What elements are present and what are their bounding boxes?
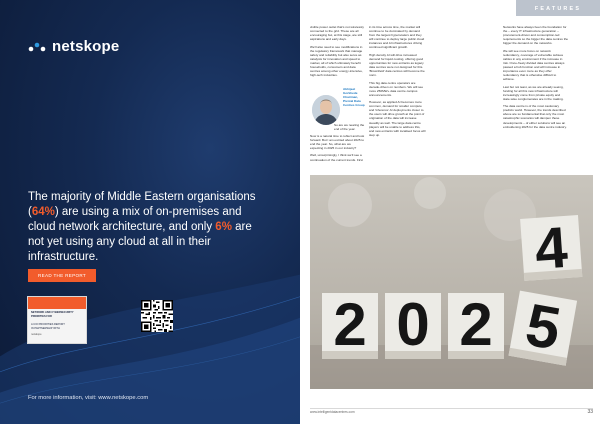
svg-text:4: 4 bbox=[532, 214, 570, 282]
footer-rule bbox=[310, 408, 593, 409]
wooden-block-2b bbox=[448, 291, 504, 359]
wooden-block-2 bbox=[322, 291, 378, 359]
wooden-block-4 bbox=[520, 214, 582, 283]
read-report-button[interactable]: READ THE REPORT bbox=[28, 269, 96, 282]
author-profile bbox=[310, 87, 370, 131]
year-2025-photo bbox=[310, 175, 593, 389]
author-photo bbox=[312, 95, 340, 125]
article-column-2: in its time across time, the market will continue to be dominated by demand from the largest hyperscalers and they will continue to deploy large public cloud instances and AI infrastructures driving continued significant growth. High density AI will drive increased demand for liquid cooling, offering good opportunities for new entrants as legacy data centres were not designed for this. 'Brownfield' data centres will become the norm. This big data centre operators are decade-driven on numbers. We will see more 250MW+ data centre campus announcements. However, as applied AI becomes more common, demand for smaller compute and 'inference' AI deployments closer to the users will drive growth at the point of origination of the data will increase steadily as well. The large data centre players will be unable to address this, and new entrants with localised focus will step up. bbox=[369, 25, 426, 137]
wooden-block-0 bbox=[385, 291, 441, 359]
article-column-3: Networks have always been the foundation for the – every IT infrastructure generation – procurement-driven and consumption-led requirements so the bigger the data centres the bigger the demand on the networks. We will see more focus on network redundancy, coverage of vulnerable subsea cables in any environment if the increase in risk. Once-freely divided data centres always passed a hub function and will increase in importance even more as they offer redundancy that is otherwise difficult to achieve. Last but not least, as we are already seeing, funding for all this new infrastructure will increasingly come from private equity and state-wise conglomerates are in the making. The data centre is of the most cautionary predicts world. However, the trends described above are so fundamental that only the most catastrophic scenarios will dampen these developments – of either solutions will see an emboldening 2025 for the data centre industry. bbox=[503, 25, 569, 129]
ad-headline: The majority of Middle Eastern organisations (64%) are using a mix of on-premises and cloud network architecture, and only 6% are not yet using any cloud at all in their infrastructure. bbox=[28, 191, 256, 263]
svg-text:5: 5 bbox=[520, 290, 566, 363]
person-icon bbox=[312, 95, 340, 125]
more-info-link[interactable]: For more information, visit: www.netskope.com bbox=[28, 395, 149, 401]
wooden-block-5 bbox=[509, 289, 578, 366]
svg-text:0: 0 bbox=[396, 291, 430, 358]
qr-code[interactable] bbox=[141, 300, 173, 332]
author-caption: Abhijeet Gorkhede Chairman, Pivotal Data Centres Group bbox=[343, 87, 365, 107]
brand-name: netskope bbox=[52, 38, 120, 55]
report-cover-thumbnail: NETWORK AND CYBERSECURITY PRIORITIES FOR A CIO PRIORITIES REPORT IN PARTNERSHIP WITH netskope bbox=[27, 296, 87, 344]
page-number: 33 bbox=[587, 409, 593, 415]
svg-text:2: 2 bbox=[333, 291, 367, 358]
svg-text:2: 2 bbox=[459, 291, 493, 358]
netskope-logo-icon bbox=[28, 41, 46, 53]
netskope-logo bbox=[28, 38, 119, 55]
article-column-1: visible power outlet that's not wirelessly connected to the grid. These are all encouraging but, at this stage, are still aspirations and early days. We'll also need to see modifications in the regulatory framework that manage safety and reliability but also serve as catalysts for innovation and speed to market, all of which ultimately benefit households, consumers and data centres among other energy-intensive, high-tech industries. So are we nearing the end of the year. Now is a natural time to reflect and look forward. But I am excited about 2025 to end the year. So, what are we expecting in 2025 in our industry? Well, unsurprisingly, I think we'll see a continuation of the current trends. First bbox=[310, 25, 365, 162]
footer-url[interactable]: www.intelligentdatacentres.com bbox=[310, 410, 355, 414]
section-tab: FEATURES bbox=[516, 0, 600, 16]
article-page bbox=[300, 0, 600, 424]
